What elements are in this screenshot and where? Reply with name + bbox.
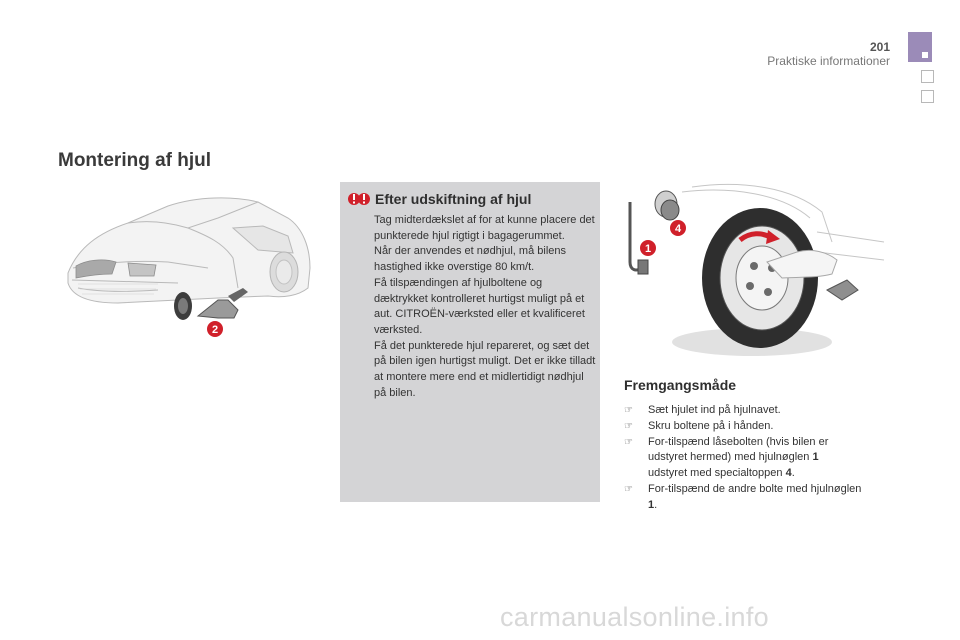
callout-1-label: 1 [644,243,652,255]
procedure-step-continued: udstyret med specialtoppen 4. [648,467,795,480]
hand-pointer-icon: ☞ [624,420,633,432]
chapter-tab[interactable] [921,70,934,83]
after-change-paragraph: Få det punkterede hjul repareret, og sæt det på bilen igen hurtigst muligt. Det er ikke tilladt at montere mere end et midlertidigt nødhjul på bilen. [374,339,596,399]
hand-pointer-icon: ☞ [624,483,633,495]
procedure-step: ☞ For-tilspænd låsebolten (hvis bilen er udstyret hermed) med hjulnøglen 1 [624,435,829,464]
procedure-steps [624,403,864,514]
page-number: 201 [869,40,890,54]
procedure-title: Fremgangsmåde [624,377,737,393]
after-change-paragraph: Tag midterdækslet af for at kunne placere det punkterede hjul rigtigt i bagagerummet. [374,214,595,242]
callout-2-label: 2 [211,324,219,336]
after-change-text [374,213,596,401]
watermark: carmanualsonline.info [500,602,769,632]
callout-4-label: 4 [674,223,682,235]
after-change-paragraph: Få tilspændingen af hjulboltene og dæktrykket kontrolleret hurtigst muligt på et aut. CITROËN-værksted eller et kvalificeret værksted. [374,276,585,336]
chapter-tab-active[interactable] [908,32,932,62]
after-change-title: Efter udskiftning af hjul [375,191,532,207]
car-wheel-figure [58,188,316,353]
warning-icon [348,189,370,209]
chapter-tab[interactable] [921,90,934,103]
hand-pointer-icon: ☞ [624,405,633,416]
after-change-paragraph: Når der anvendes et nødhjul, må bilens hastighed ikke overstige 80 km/t. [374,245,566,274]
procedure-step: ☞ Sæt hjulet ind på hjulnavet. [624,403,864,419]
wheel-wrench-figure [622,182,887,360]
chapter-title: Praktiske informationer [767,54,890,68]
page-title: Montering af hjul [58,150,212,171]
hand-pointer-icon: ☞ [624,436,633,448]
procedure-step: ☞ For-tilspænd de andre bolte med hjulnøglen 1. [624,482,862,511]
procedure-step: ☞ Skru boltene på i hånden. [624,419,864,435]
